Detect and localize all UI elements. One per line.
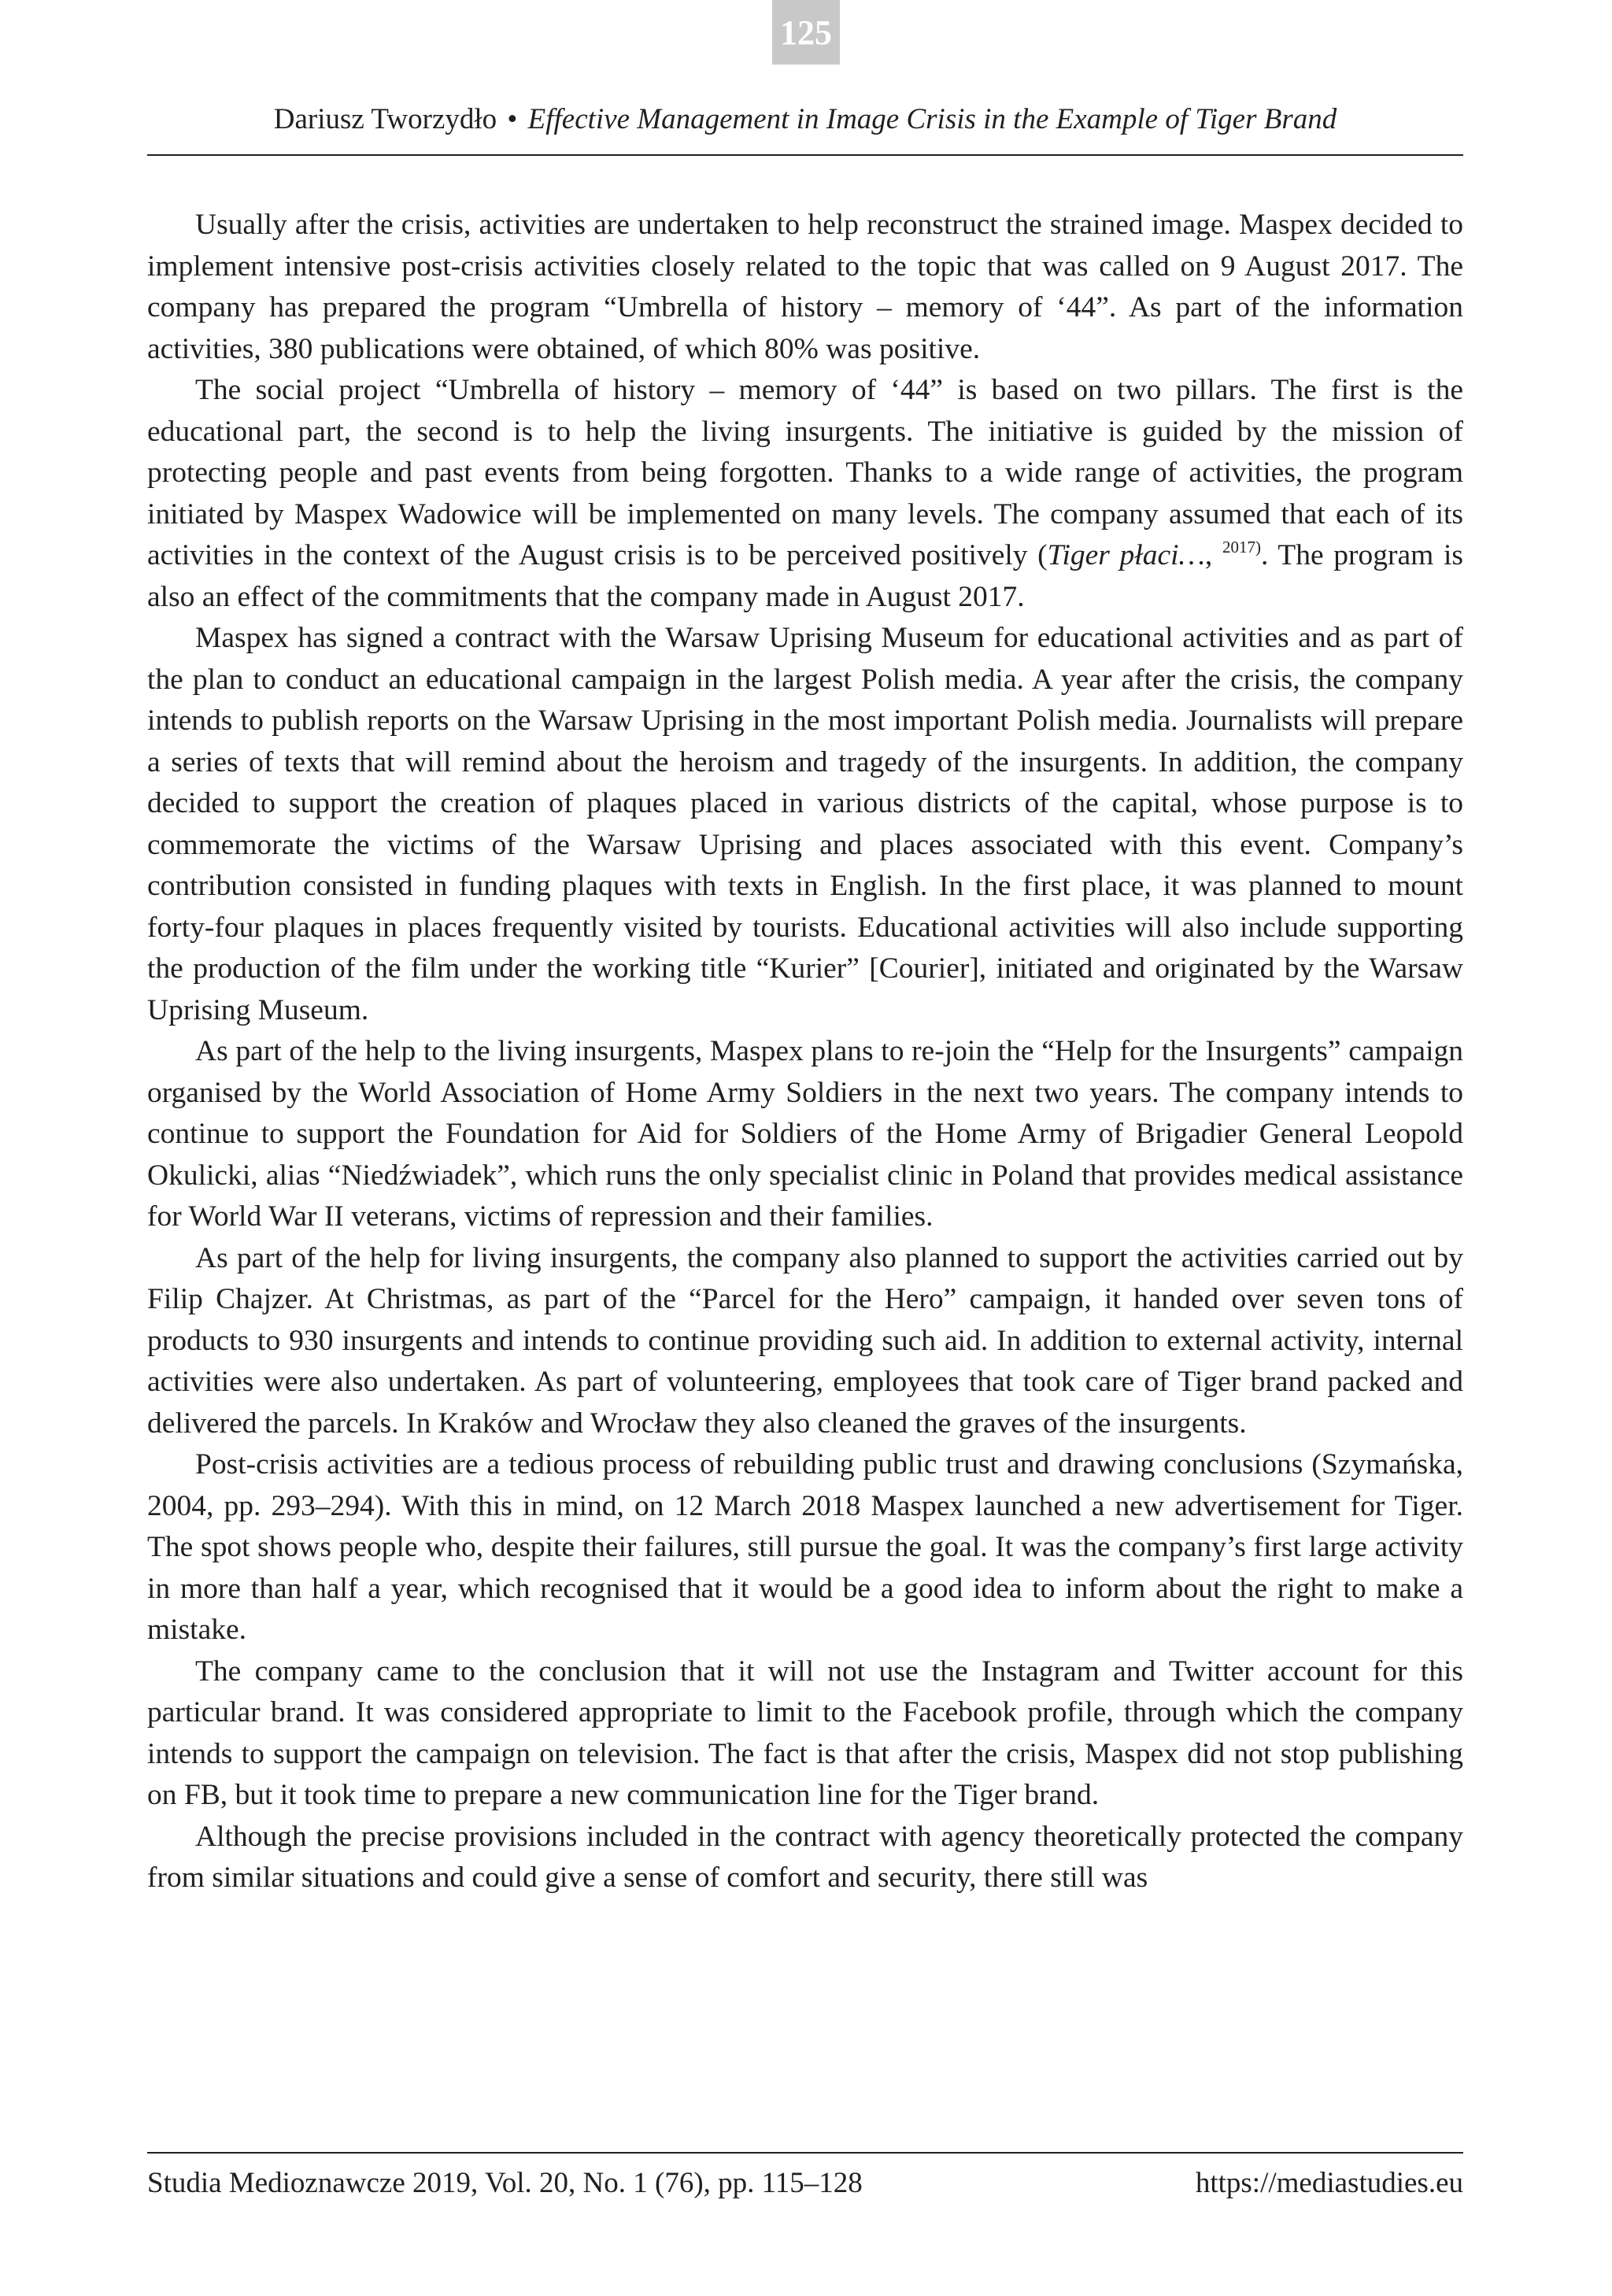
- page-number: 125: [772, 0, 840, 65]
- paragraph-8: Although the precise provisions included in the contract with agency theoretically protected the company from similar situations and could give a sense of comfort and security, there still was: [147, 1820, 1463, 1894]
- citation-note: 2017): [1222, 538, 1261, 556]
- running-head-author: Dariusz Tworzydło: [273, 103, 497, 135]
- paragraph-2-text: The social project “Umbrella of history – memory of ‘44” is based on two pillars. The first is the educational part, the second is to help the living insurgents. The initiative is guided by the mission of protecting people and past events from being forgotten. Thanks to a wide range of activities, the program initiated by Maspex Wadowice will be implemented on many levels. The company assumed that each of its activities in the context of the August crisis is to be perceived positively (: [147, 374, 1463, 571]
- paragraph-7: The company came to the conclusion that it will not use the Instagram and Twitter account for this particular brand. It was considered appropriate to limit to the Facebook profile, through which the company intends to support the campaign on television. The fact is that after the crisis, Maspex did not stop publishing on FB, but it took time to prepare a new communication line for the Tiger brand.: [147, 1655, 1463, 1811]
- paragraph-3: Maspex has signed a contract with the Warsaw Uprising Museum for educational activities and as part of the plan to conduct an educational campaign in the largest Polish media. A year after the crisis, the company intends to publish reports on the Warsaw Uprising in the most important Polish media. Journalists will prepare a series of texts that will remind about the heroism and tragedy of the insurgents. In addition, the company decided to support the creation of plaques placed in various districts of the capital, whose purpose is to commemorate the victims of the Warsaw Uprising and places associated with this event. Company’s contribution consisted in funding plaques with texts in English. In the first place, it was planned to mount forty-four plaques in places frequently visited by tourists. Educational activities will also include supporting the production of the film under the working title “Kurier” [Courier], initiated and originated by the Warsaw Uprising Museum.: [147, 622, 1463, 1026]
- citation-title: Tiger płaci…: [1047, 539, 1205, 571]
- running-head: [147, 102, 1463, 137]
- paragraph-2-continuation: . The program is also an effect of the commitments that the company made in August 2017.: [147, 539, 1464, 613]
- footer-journal: Studia Medioznawcze 2019, Vol. 20, No. 1 (76), pp. 115–128: [147, 2167, 863, 2199]
- citation-separator: ,: [1204, 539, 1222, 571]
- paragraph-2: [147, 370, 1463, 618]
- running-head-title: Effective Management in Image Crisis in the Example of Tiger Brand: [527, 103, 1337, 135]
- header-rule: [147, 154, 1463, 156]
- paragraph-4: As part of the help to the living insurgents, Maspex plans to re-join the “Help for the Insurgents” campaign organised by the World Association of Home Army Soldiers in the next two years. The company intends to continue to support the Foundation for Aid for Soldiers of the Home Army of Brigadier General Leopold Okulicki, alias “Niedźwiadek”, which runs the only specialist clinic in Poland that provides medical assistance for World War II veterans, victims of repression and their families.: [147, 1035, 1463, 1233]
- running-head-separator: •: [507, 103, 518, 135]
- paragraph-6: Post-crisis activities are a tedious process of rebuilding public trust and drawing conclusions (Szymańska, 2004, pp. 293–294). With this in mind, on 12 March 2018 Maspex launched a new advertisement for Tiger. The spot shows people who, despite their failures, still pursue the goal. It was the company’s first large activity in more than half a year, which recognised that it would be a good idea to inform about the right to make a mistake.: [147, 1448, 1463, 1646]
- footer-url[interactable]: https://mediastudies.eu: [1195, 2167, 1463, 2199]
- footer-rule: [147, 2152, 1463, 2154]
- article-body: [147, 205, 1463, 1899]
- paragraph-1: Usually after the crisis, activities are undertaken to help reconstruct the strained image. Maspex decided to implement intensive post-crisis activities closely related to the topic that was called on 9 August 2017. The company has prepared the program “Umbrella of history – memory of ‘44”. As part of the information activities, 380 publications were obtained, of which 80% was positive.: [147, 209, 1463, 365]
- paragraph-5: As part of the help for living insurgents, the company also planned to support the activities carried out by Filip Chajzer. At Christmas, as part of the “Parcel for the Hero” campaign, it handed over seven tons of products to 930 insurgents and intends to continue providing such aid. In addition to external activity, internal activities were also undertaken. As part of volunteering, employees that took care of Tiger brand packed and delivered the parcels. In Kraków and Wrocław they also cleaned the graves of the insurgents.: [147, 1241, 1463, 1440]
